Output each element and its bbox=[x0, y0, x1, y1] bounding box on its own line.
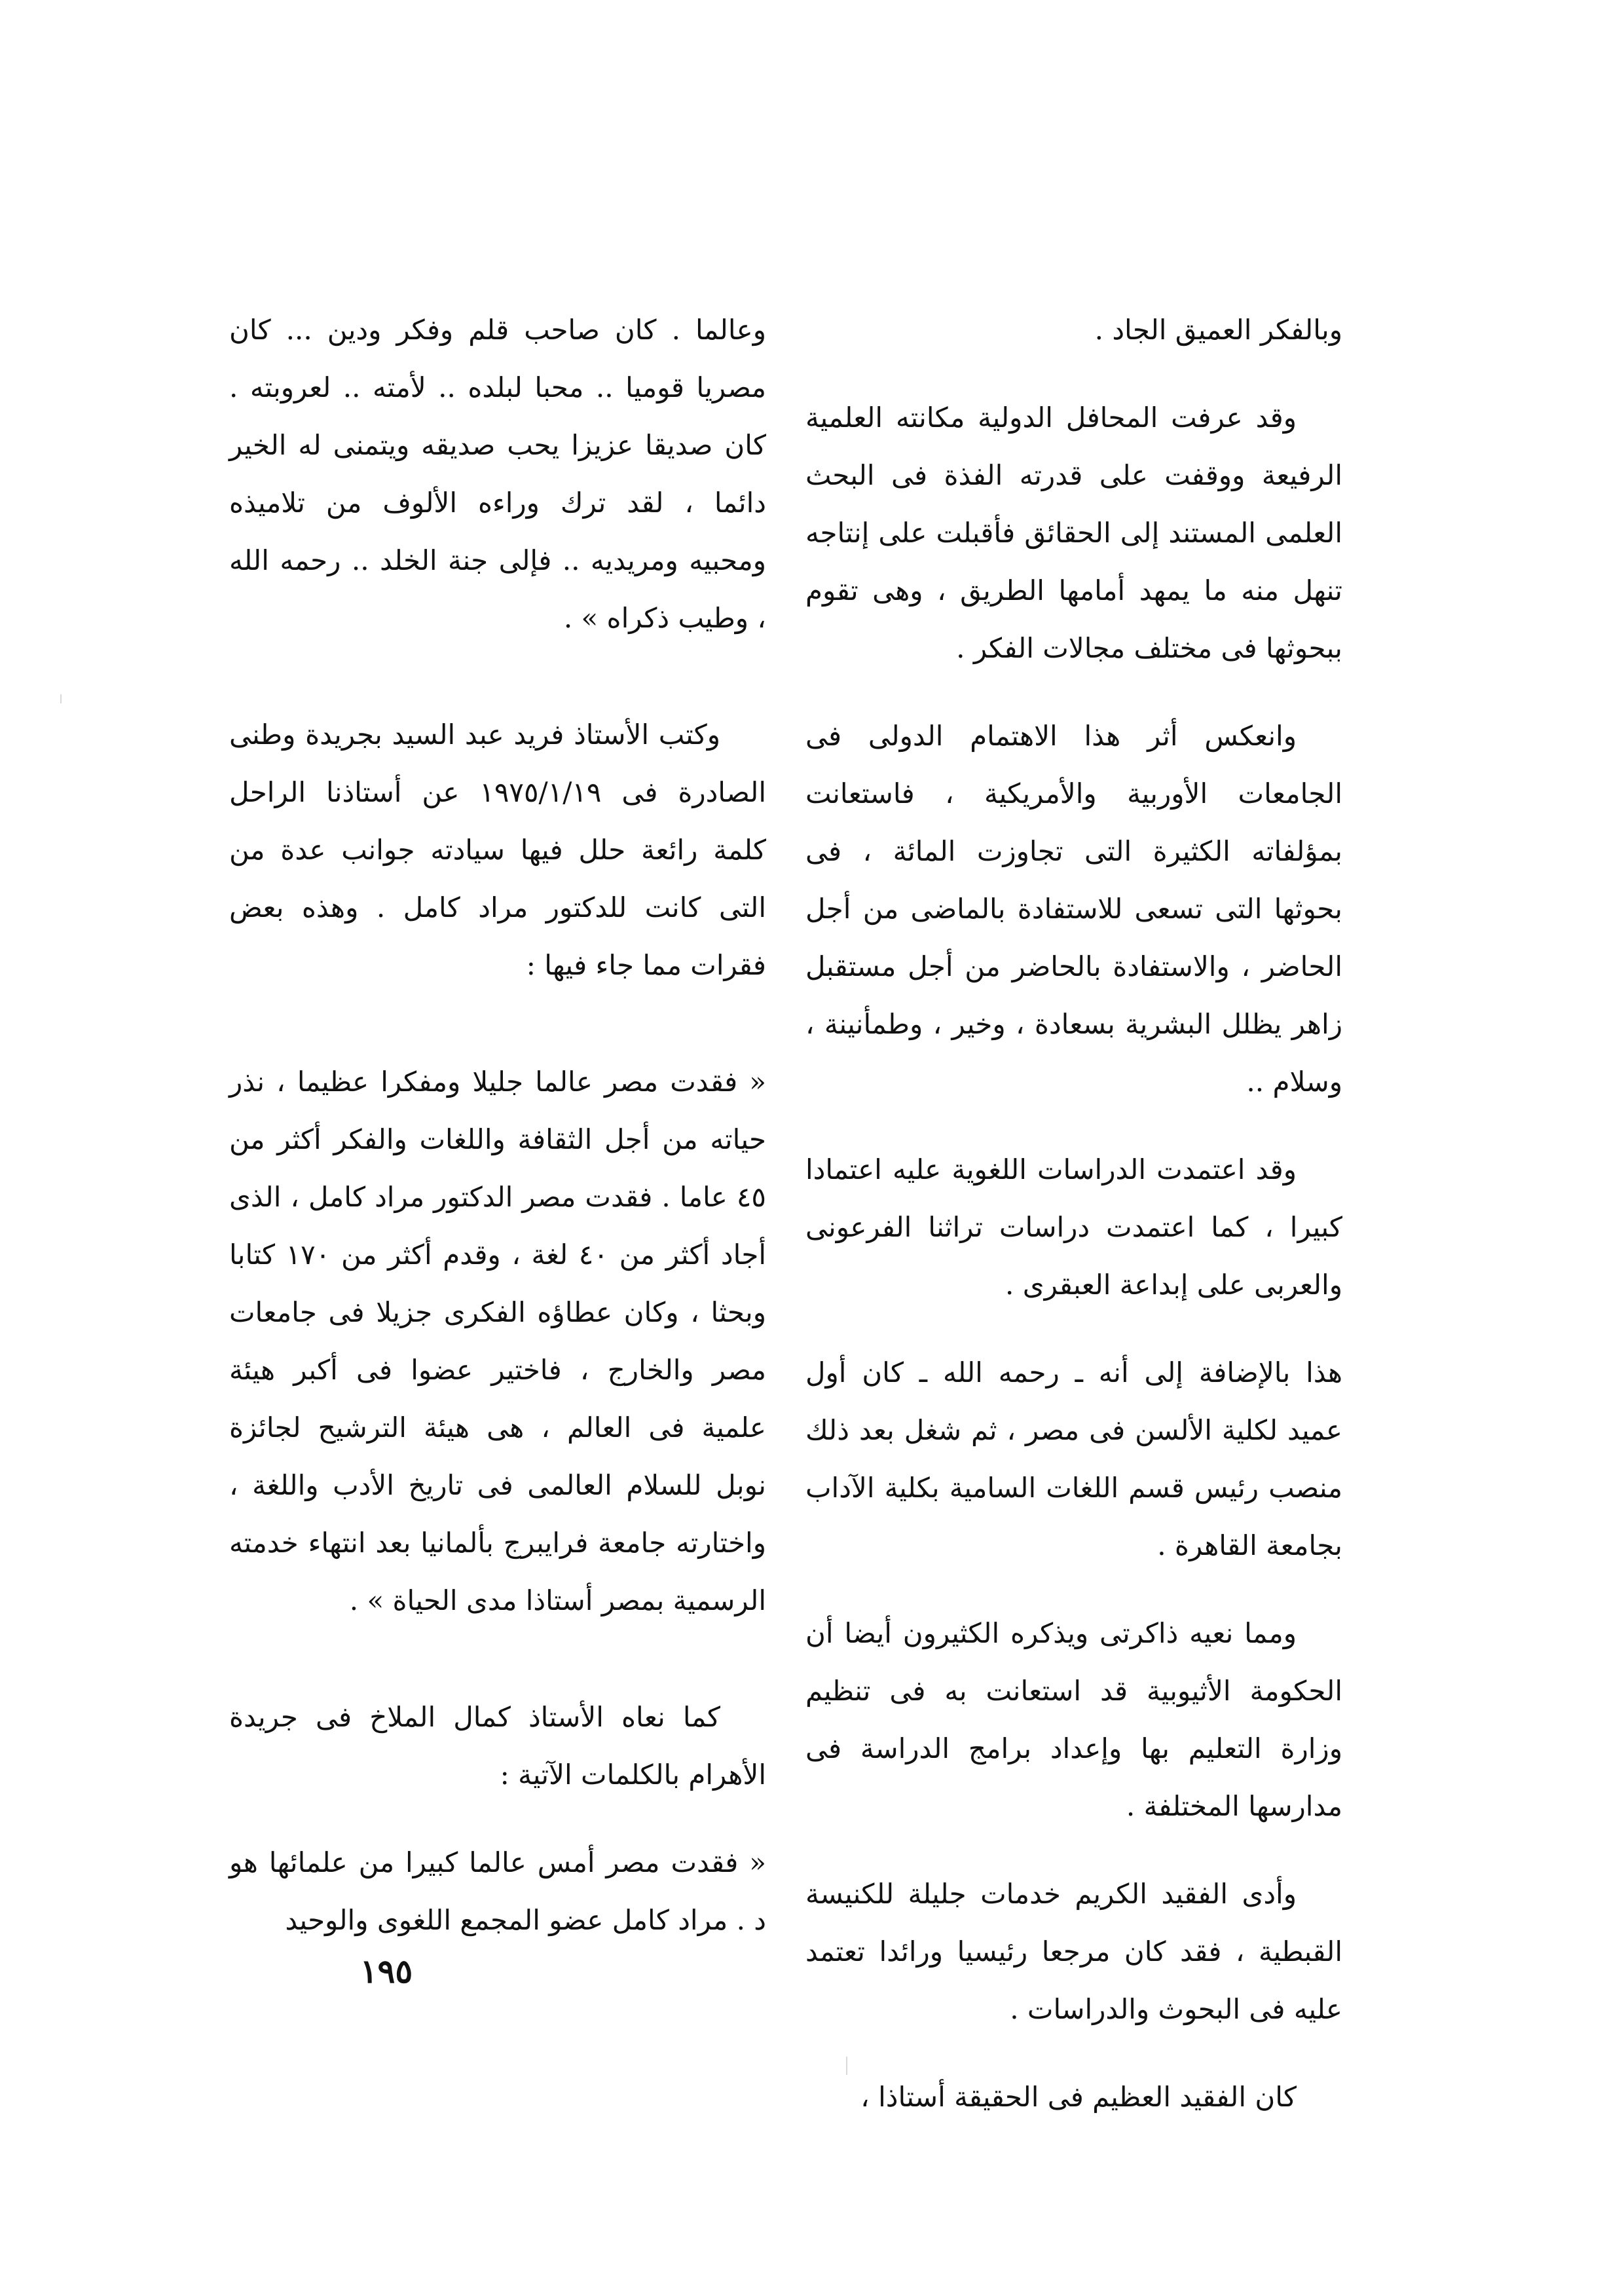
paragraph: وانعكس أثر هذا الاهتمام الدولى فى الجامعات الأوربية والأمريكية ، فاستعانت بمؤلفاته الكثيرة التى تجاوزت المائة ، فى بحوثها التى تسعى للاستفادة بالماضى من أجل الحاضر ، والاستفادة بالحاضر من أجل مستقبل زاهر يظلل البشرية بسعادة ، وخير ، وطمأنينة ، وسلام .. bbox=[805, 720, 1342, 1098]
scan-mark bbox=[846, 2057, 847, 2075]
paragraph: ومما نعيه ذاكرتى ويذكره الكثيرون أيضا أن الحكومة الأثيوبية قد استعانت به فى تنظيم وزارة التعليم بها وإعداد برامج الدراسة فى مدارسها المختلفة . bbox=[805, 1617, 1342, 1822]
scan-mark bbox=[60, 694, 62, 703]
quote-paragraph: « فقدت مصر أمس عالما كبيرا من علمائها هو د . مراد كامل عضو المجمع اللغوى والوحيد bbox=[229, 1846, 766, 1936]
paragraph: وقد اعتمدت الدراسات اللغوية عليه اعتمادا كبيرا ، كما اعتمدت دراسات تراثنا الفرعونى والعربى على إبداعة العبقرى . bbox=[805, 1153, 1342, 1301]
paragraph: وقد عرفت المحافل الدولية مكانته العلمية الرفيعة ووقفت على قدرته الفذة فى البحث العلمى المستند إلى الحقائق فأقبلت على إنتاجه تنهل منه ما يمهد أمامها الطريق ، وهى تقوم ببحوثها فى مختلف مجالات الفكر . bbox=[805, 401, 1342, 664]
paragraph: وعالما . كان صاحب قلم وفكر ودين ... كان مصريا قوميا .. محبا لبلده .. لأمته .. لعروبته . كان صديقا عزيزا يحب صديقه ويتمنى له الخير دائما ، لقد ترك وراءه الألوف من تلاميذه ومحبيه ومريديه .. فإلى جنة الخلد .. رحمه الله ، وطيب ذكراه » . bbox=[229, 314, 766, 634]
paragraph: وأدى الفقيد الكريم خدمات جليلة للكنيسة القبطية ، فقد كان مرجعا رئيسيا ورائدا تعتمد عليه فى البحوث والدراسات . bbox=[805, 1878, 1342, 2025]
quote-paragraph: « فقدت مصر عالما جليلا ومفكرا عظيما ، نذر حياته من أجل الثقافة واللغات والفكر أكثر من ٤٥ عاما . فقدت مصر الدكتور مراد كامل ، الذى أجاد أكثر من ٤٠ لغة ، وقدم أكثر من ١٧٠ كتابا وبحثا ، وكان عطاؤه الفكرى جزيلا فى جامعات مصر والخارج ، فاختير عضوا فى أكبر هيئة علمية فى العالم ، هى هيئة الترشيح لجائزة نوبل للسلام العالمى فى تاريخ الأدب واللغة ، واختارته جامعة فرايبرج بألمانيا بعد انتهاء خدمته الرسمية بمصر أستاذا مدى الحياة » . bbox=[229, 1066, 767, 1616]
paragraph: كما نعاه الأستاذ كمال الملاخ فى جريدة الأهرام بالكلمات الآتية : bbox=[229, 1701, 766, 1791]
right-column bbox=[805, 301, 1342, 2156]
paragraph: كان الفقيد العظيم فى الحقيقة أستاذا ، bbox=[860, 2081, 1297, 2113]
paragraph: وبالفكر العميق الجاد . bbox=[1094, 314, 1342, 346]
paragraph: هذا بالإضافة إلى أنه ـ رحمه الله ـ كان أول عميد لكلية الألسن فى مصر ، ثم شغل بعد ذلك منصب رئيس قسم اللغات السامية بكلية الآداب بجامعة القاهرة . bbox=[805, 1356, 1342, 1561]
left-column bbox=[229, 301, 766, 1979]
page-number: ١٩٥ bbox=[360, 1952, 413, 1990]
paragraph: وكتب الأستاذ فريد عبد السيد بجريدة وطنى الصادرة فى ١٩٧٥/١/١٩ عن أستاذنا الراحل كلمة رائعة حلل فيها سيادته جوانب عدة من التى كانت للدكتور مراد كامل . وهذه بعض فقرات مما جاء فيها : bbox=[229, 718, 766, 981]
